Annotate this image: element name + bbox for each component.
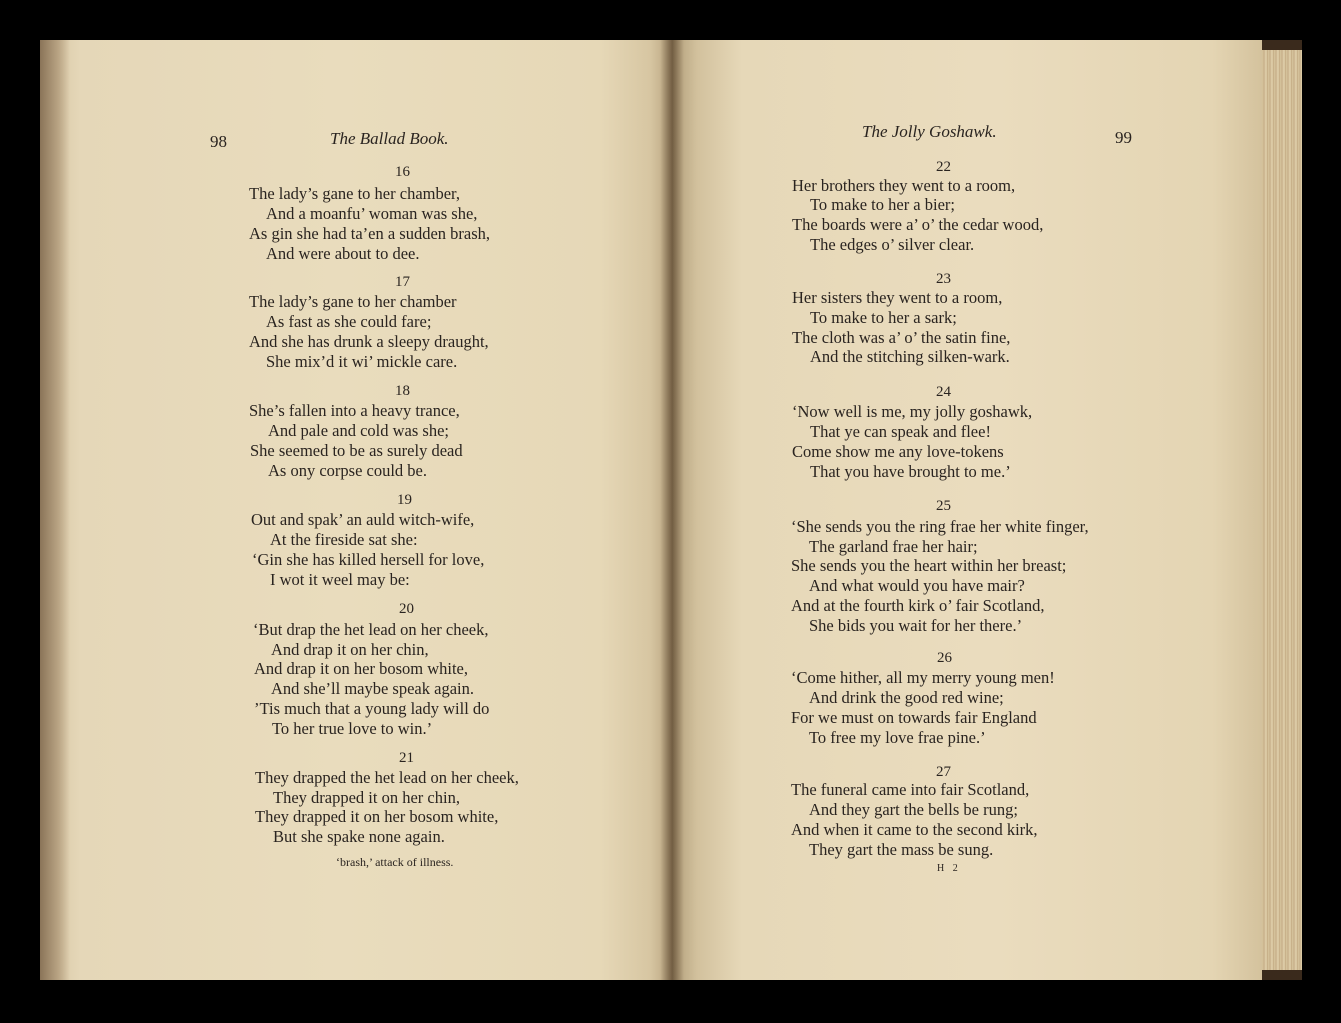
stanza-number: 23 (936, 271, 951, 287)
verse-line: And the stitching silken-wark. (810, 347, 1010, 366)
verse-line: ‘Gin she has killed hersell for love, (252, 550, 485, 569)
stanza-number: 16 (395, 164, 410, 180)
verse-line: And pale and cold was she; (268, 421, 449, 440)
verse-line: She sends you the heart within her breast; (791, 556, 1067, 575)
verse-line: And she has drunk a sleepy draught, (249, 332, 489, 351)
verse-line: Her sisters they went to a room, (792, 288, 1003, 307)
verse-line: And a moanfu’ woman was she, (266, 204, 478, 223)
stanza-number: 17 (395, 274, 410, 290)
page-number: 98 (210, 132, 227, 151)
verse-line: She bids you wait for her there.’ (809, 616, 1023, 635)
verse-line: ‘She sends you the ring frae her white finger, (791, 517, 1089, 536)
verse-line: For we must on towards fair England (791, 708, 1037, 727)
verse-line: They gart the mass be sung. (809, 840, 994, 859)
verse-line: And were about to dee. (266, 244, 420, 263)
verse-line: As gin she had ta’en a sudden brash, (249, 224, 491, 243)
verse-line: And at the fourth kirk o’ fair Scotland, (791, 596, 1045, 615)
verse-line: The edges o’ silver clear. (810, 235, 975, 254)
verse-line: As ony corpse could be. (268, 461, 428, 480)
verse-line: They drapped it on her chin, (273, 788, 460, 807)
verse-line: To free my love frae pine.’ (809, 728, 986, 747)
book-edge-shadow (40, 40, 70, 980)
verse-line: The funeral came into fair Scotland, (791, 780, 1030, 799)
verse-line: ‘But drap the het lead on her cheek, (253, 620, 489, 639)
verse-line: The garland frae her hair; (809, 537, 978, 556)
book-gutter (660, 40, 684, 980)
verse-line: ’Tis much that a young lady will do (254, 699, 490, 718)
stanza-number: 19 (397, 492, 412, 508)
right-page (672, 40, 1262, 980)
stanza-number: 22 (936, 159, 951, 175)
verse-line: The lady’s gane to her chamber, (249, 184, 461, 203)
verse-line: Come show me any love-tokens (792, 442, 1004, 461)
signature-mark: H 2 (937, 863, 961, 874)
stanza-number: 25 (936, 498, 951, 514)
verse-line: And drap it on her chin, (271, 640, 429, 659)
verse-line: They drapped the het lead on her cheek, (255, 768, 519, 787)
footnote: ‘brash,’ attack of illness. (336, 855, 454, 869)
verse-line: They drapped it on her bosom white, (255, 807, 499, 826)
running-head: The Jolly Goshawk. (862, 122, 997, 141)
stanza-number: 21 (399, 750, 414, 766)
verse-line: And she’ll maybe speak again. (271, 679, 474, 698)
verse-line: And drink the good red wine; (809, 688, 1004, 707)
page-number: 99 (1115, 128, 1132, 147)
verse-line: And when it came to the second kirk, (791, 820, 1038, 839)
verse-line: ‘Now well is me, my jolly goshawk, (792, 402, 1033, 421)
verse-line: At the fireside sat she: (270, 530, 418, 549)
verse-line: To her true love to win.’ (272, 719, 433, 738)
verse-line: She seemed to be as surely dead (250, 441, 463, 460)
stanza-number: 24 (936, 384, 951, 400)
verse-line: That ye can speak and flee! (810, 422, 991, 441)
verse-line: She mix’d it wi’ mickle care. (266, 352, 458, 371)
verse-line: Out and spak’ an auld witch-wife, (251, 510, 475, 529)
left-page (40, 40, 672, 980)
verse-line: But she spake none again. (273, 827, 445, 846)
stanza-number: 20 (399, 601, 414, 617)
verse-line: As fast as she could fare; (266, 312, 432, 331)
verse-line: ‘Come hither, all my merry young men! (791, 668, 1055, 687)
running-head: The Ballad Book. (330, 129, 449, 148)
verse-line: And drap it on her bosom white, (254, 659, 469, 678)
verse-line: To make to her a bier; (810, 195, 955, 214)
verse-line: That you have brought to me.’ (810, 462, 1011, 481)
stanza-number: 26 (937, 650, 952, 666)
verse-line: I wot it weel may be: (270, 570, 410, 589)
verse-line: To make to her a sark; (810, 308, 957, 327)
verse-line: The boards were a’ o’ the cedar wood, (792, 215, 1044, 234)
stanza-number: 18 (395, 383, 410, 399)
verse-line: And they gart the bells be rung; (809, 800, 1018, 819)
verse-line: She’s fallen into a heavy trance, (249, 401, 460, 420)
open-book (40, 40, 1302, 980)
stanza-number: 27 (936, 764, 951, 780)
verse-line: The lady’s gane to her chamber (249, 292, 457, 311)
page-edges (1262, 50, 1302, 970)
verse-line: And what would you have mair? (809, 576, 1025, 595)
verse-line: The cloth was a’ o’ the satin fine, (792, 328, 1011, 347)
verse-line: Her brothers they went to a room, (792, 176, 1016, 195)
